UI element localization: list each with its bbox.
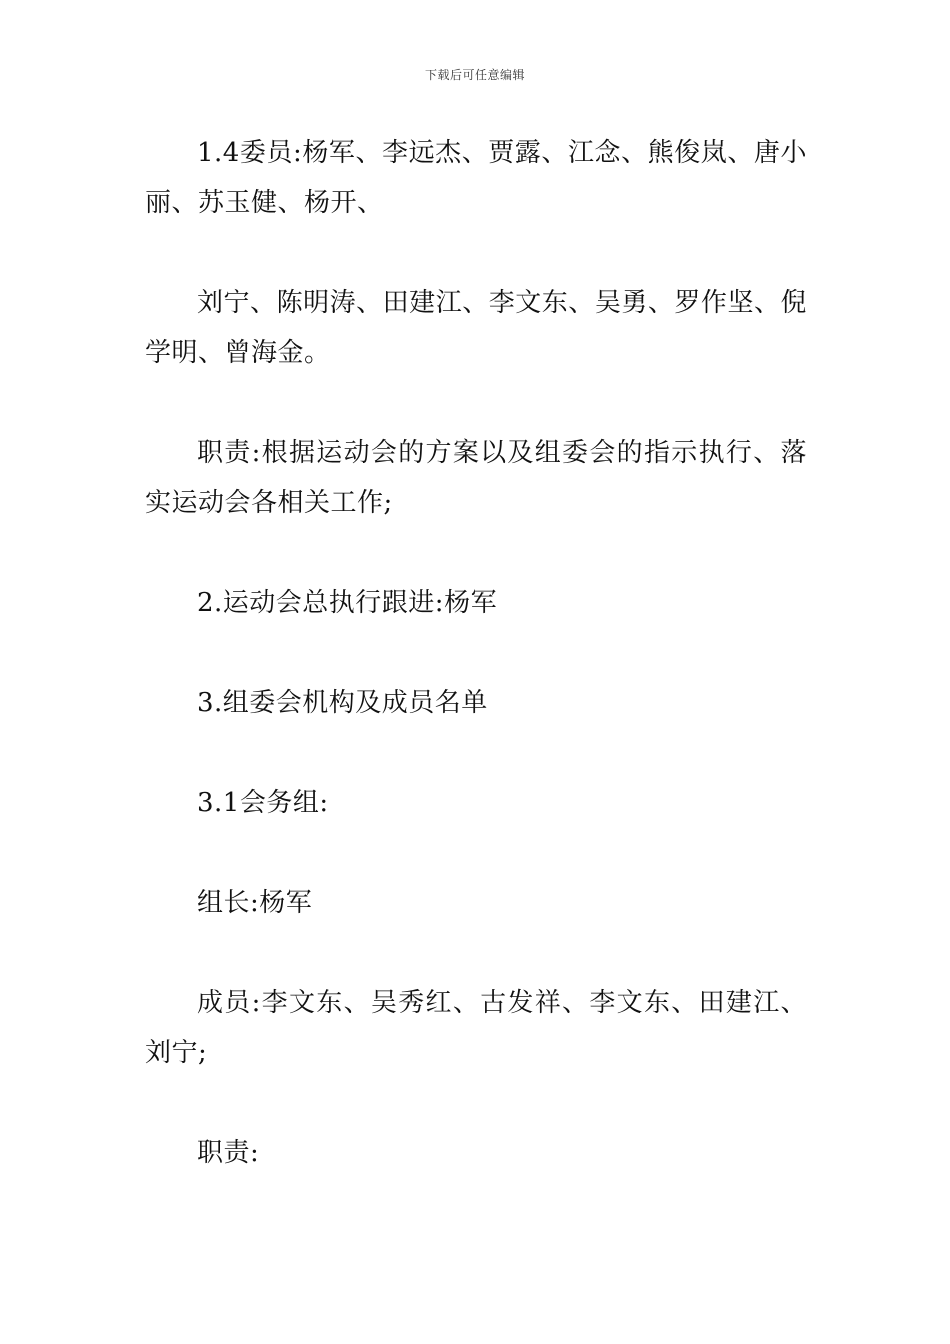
paragraph-duties: 职责:根据运动会的方案以及组委会的指示执行、落实运动会各相关工作; — [145, 438, 807, 518]
paragraph-section-2: 2.运动会总执行跟进:杨军 — [197, 588, 498, 618]
paragraph-group-leader: 组长:杨军 — [197, 888, 313, 918]
paragraph-section-3: 3.组委会机构及成员名单 — [197, 688, 488, 718]
paragraph-committee-members: 1.4委员:杨军、李远杰、贾露、江念、熊俊岚、唐小丽、苏玉健、杨开、 — [145, 138, 807, 218]
paragraph-section-3-1: 3.1会务组: — [197, 788, 329, 818]
paragraph-group-duties: 职责: — [197, 1138, 260, 1168]
document-body — [145, 128, 807, 1178]
paragraph-group-members: 成员:李文东、吴秀红、古发祥、李文东、田建江、刘宁; — [145, 988, 807, 1068]
page-header: 下载后可任意编辑 — [424, 68, 525, 82]
paragraph-committee-members-cont: 刘宁、陈明涛、田建江、李文东、吴勇、罗作坚、倪学明、曾海金。 — [145, 288, 807, 368]
